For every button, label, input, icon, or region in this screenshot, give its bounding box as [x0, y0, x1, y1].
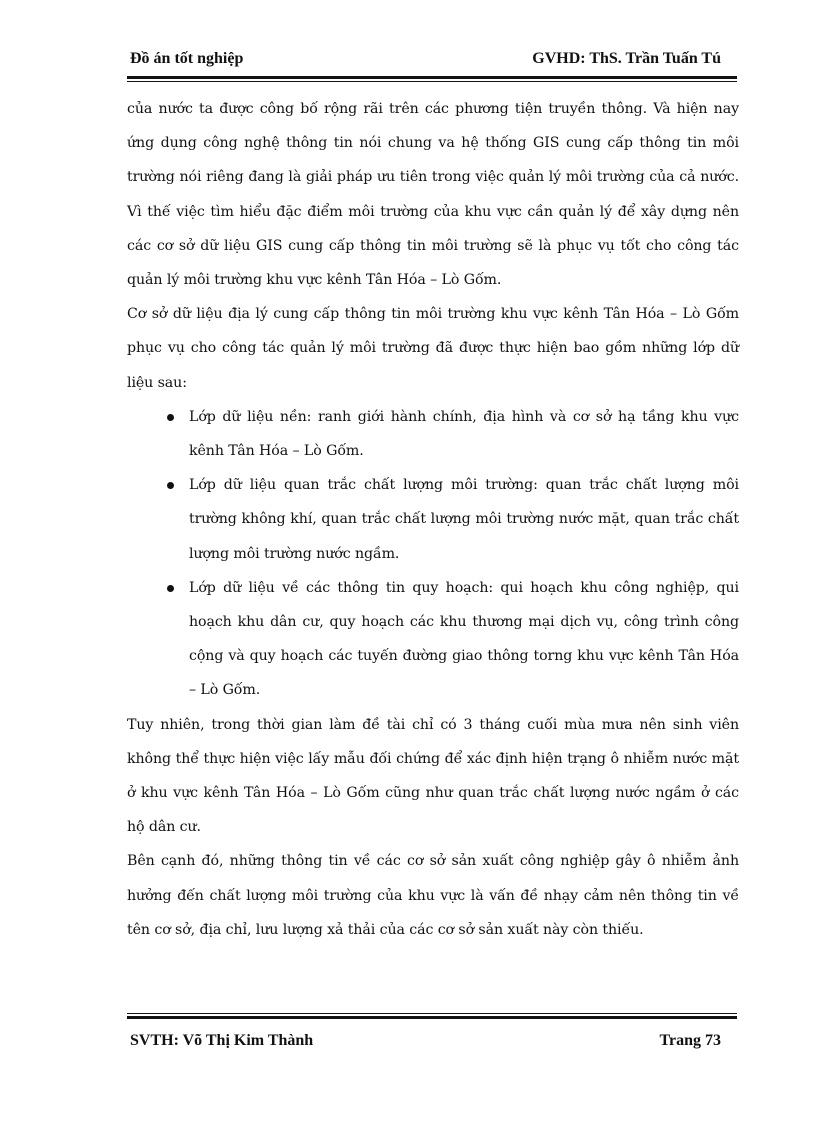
list-item: [127, 571, 739, 708]
paragraph-missing-info: Bên cạnh đó, những thông tin về các cơ sở sản xuất công nghiệp gây ô nhiễm ảnh hưởng đến chất lượng môi trường của khu vực là vấn đề nhạy cảm nên thông tin về tên cơ sở, địa chỉ, lưu lượng xả thải của các cơ sở sản xuất này còn thiếu.: [127, 853, 739, 938]
list-item: [127, 468, 739, 571]
paragraph-limitations: Tuy nhiên, trong thời gian làm đề tài chỉ có 3 tháng cuối mùa mưa nên sinh viên không thể thực hiện việc lấy mẫu đối chứng để xác định hiện trạng ô nhiễm nước mặt ở khu vực kênh Tân Hóa – Lò Gốm cũng như quan trắc chất lượng nước ngầm ở các hộ dân cư.: [127, 716, 739, 836]
header-advisor: GVHD: ThS. Trần Tuấn Tú: [532, 50, 721, 67]
header-thesis-title: Đồ án tốt nghiệp: [130, 50, 244, 67]
page-header: [130, 50, 734, 72]
footer-student: SVTH: Võ Thị Kim Thành: [130, 1032, 314, 1049]
bullet-icon: [167, 482, 174, 489]
list-item-text: Lớp dữ liệu nền: ranh giới hành chính, địa hình và cơ sở hạ tầng khu vực kênh Tân Hóa – Lò Gốm.: [189, 408, 739, 460]
page-footer: [130, 1032, 734, 1054]
footer-divider: [127, 1013, 737, 1019]
paragraph-intro: của nước ta được công bố rộng rãi trên các phương tiện truyền thông. Và hiện nay ứng dụng công nghệ thông tin nói chung va hệ thống GIS cung cấp thông tin môi trường nói riêng đang là giải pháp ưu tiên trong việc quản lý môi trường của cả nước. Vì thế việc tìm hiểu đặc điểm môi trường của khu vực cần quản lý để xây dựng nên các cơ sở dữ liệu GIS cung cấp thông tin môi trường sẽ là phục vụ tốt cho công tác quản lý môi trường khu vực kênh Tân Hóa – Lò Gốm.: [127, 101, 739, 289]
bullet-icon: [167, 414, 174, 421]
bullet-icon: [167, 585, 174, 592]
page-body: [127, 92, 739, 947]
list-item-text: Lớp dữ liệu về các thông tin quy hoạch: qui hoạch khu công nghiệp, qui hoạch khu dân cư, quy hoạch các khu thương mại dịch vụ, công trình công cộng và quy hoạch các tuyến đường giao thông torng khu vực kênh Tân Hóa – Lò Gốm.: [189, 579, 739, 699]
page-number: Trang 73: [659, 1032, 721, 1049]
layer-list: [127, 400, 739, 708]
header-divider: [127, 76, 737, 82]
list-item-text: Lớp dữ liệu quan trắc chất lượng môi trường: quan trắc chất lượng môi trường không khí, quan trắc chất lượng môi trường nước mặt, quan trắc chất lượng môi trường nước ngầm.: [189, 477, 739, 562]
list-item: [127, 400, 739, 468]
paragraph-database-layers: Cơ sở dữ liệu địa lý cung cấp thông tin môi trường khu vực kênh Tân Hóa – Lò Gốm phục vụ cho công tác quản lý môi trường đã được thực hiện bao gồm những lớp dữ liệu sau:: [127, 306, 739, 391]
